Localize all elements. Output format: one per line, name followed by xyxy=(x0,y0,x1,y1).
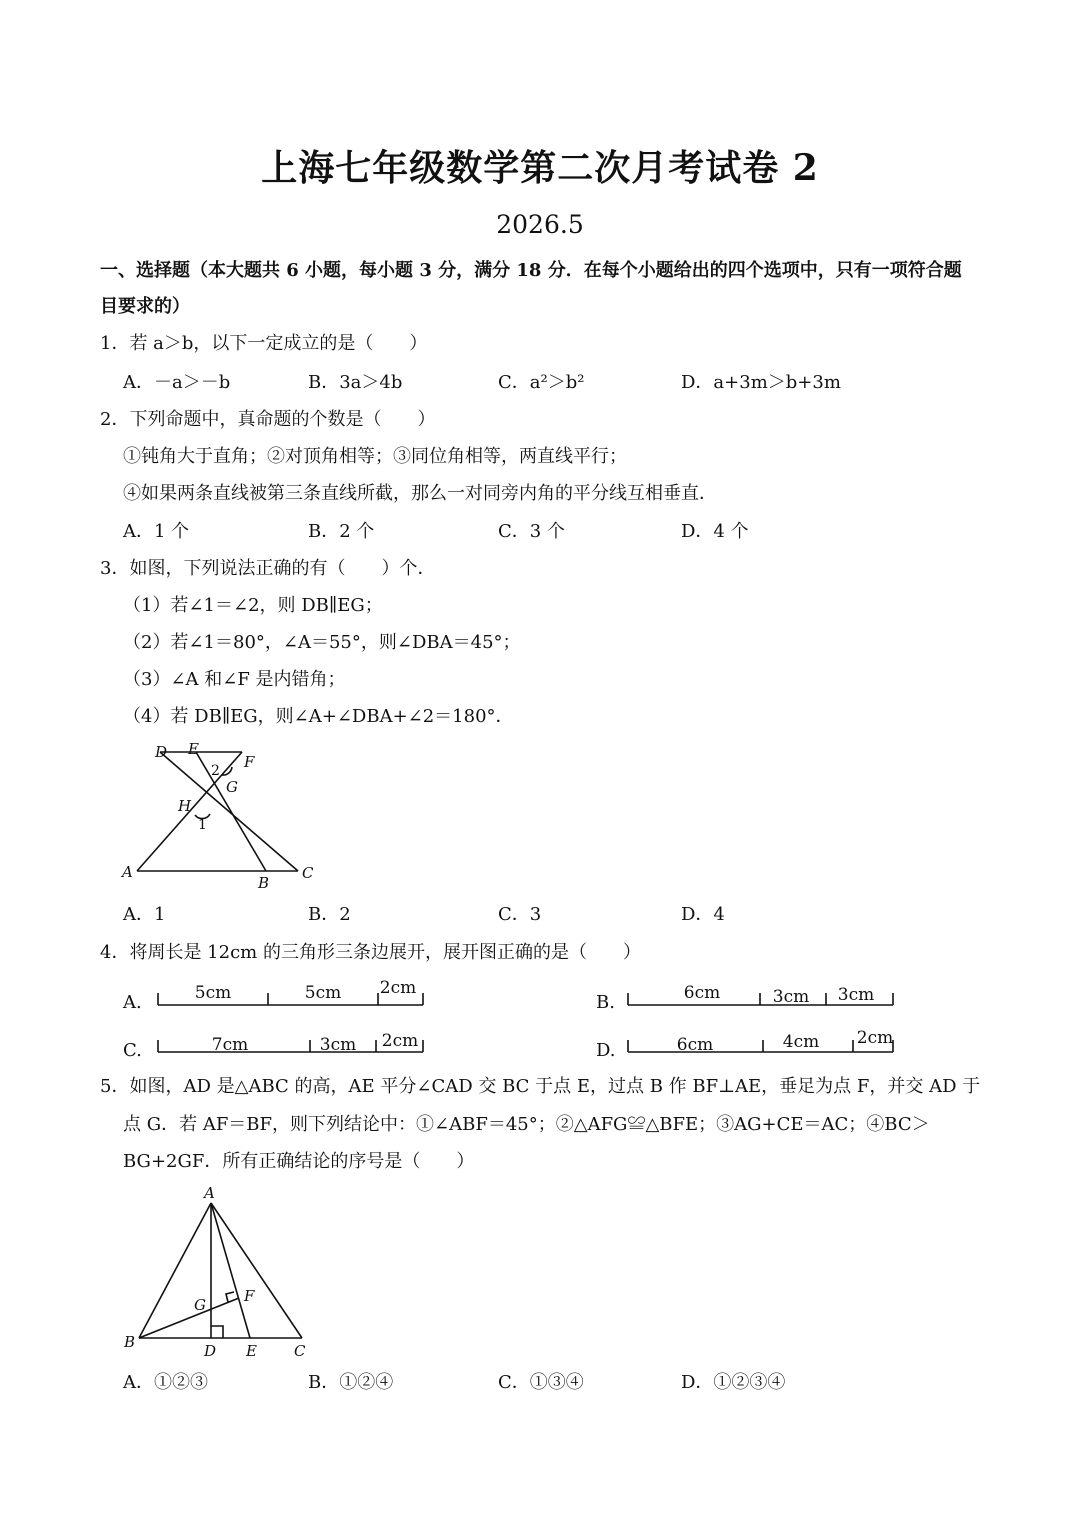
q4-a-seg-3: 2cm xyxy=(379,978,417,998)
q3-label-a: A xyxy=(122,863,133,881)
q4-b-seg-3: 3cm xyxy=(837,985,875,1005)
q5-figure xyxy=(110,1180,330,1360)
q3-item-1: （1）若∠1＝∠2，则 DB∥EG； xyxy=(123,595,383,616)
page-title: 上海七年级数学第二次月考试卷 2 xyxy=(261,147,819,189)
q1-option-c: C．a²＞b² xyxy=(498,372,585,393)
q4-option-a-letter: A. xyxy=(123,992,142,1013)
q3-option-c: C．3 xyxy=(498,904,542,925)
q2-line1: ①钝角大于直角；②对顶角相等；③同位角相等，两直线平行； xyxy=(123,446,627,467)
q5-right-angle-d xyxy=(211,1326,223,1338)
q5-line-ae xyxy=(211,1203,250,1338)
q2-line2: ④如果两条直线被第三条直线所截，那么一对同旁内角的平分线互相垂直． xyxy=(123,483,717,504)
q5-option-d: D．①②③④ xyxy=(681,1372,786,1393)
q2-option-b: B．2 个 xyxy=(308,521,375,542)
q1-stem: 1．若 a＞b，以下一定成立的是（ ） xyxy=(100,333,428,354)
q5-label-d: D xyxy=(204,1342,217,1360)
q5-label-g: G xyxy=(194,1296,206,1314)
q3-item-4: （4）若 DB∥EG，则∠A+∠DBA+∠2＝180°． xyxy=(123,706,514,727)
q5-option-a: A．①②③ xyxy=(123,1372,208,1393)
q3-label-2: 2 xyxy=(211,763,220,779)
q5-label-c: C xyxy=(294,1342,306,1360)
q3-option-d: D．4 xyxy=(681,904,725,925)
q1-option-a: A．－a＞－b xyxy=(123,372,231,393)
q4-b-seg-1: 6cm xyxy=(683,983,721,1003)
q5-line2: 点 G．若 AF＝BF，则下列结论中：①∠ABF＝45°；②△AFG≌△BFE；③AG+CE＝AC；④BC＞ xyxy=(123,1114,930,1135)
q3-figure xyxy=(110,735,330,895)
q5-label-f: F xyxy=(244,1287,255,1305)
q4-d-seg-2: 4cm xyxy=(782,1032,820,1052)
q5-label-e: E xyxy=(246,1342,257,1360)
q3-stem: 3．如图，下列说法正确的有（ ）个． xyxy=(100,558,436,579)
q3-label-b: B xyxy=(258,874,270,892)
q3-item-3: （3）∠A 和∠F 是内错角； xyxy=(123,669,346,690)
q1-option-d: D．a+3m＞b+3m xyxy=(681,372,841,393)
q1-option-b: B．3a＞4b xyxy=(308,372,403,393)
q5-label-b: B xyxy=(124,1333,136,1351)
section-heading-line1: 一、选择题（本大题共 6 小题，每小题 3 分，满分 18 分．在每个小题给出的四个选项中，只有一项符合题 xyxy=(100,260,962,281)
q5-option-c: C．①③④ xyxy=(498,1372,584,1393)
section-heading-line2: 目要求的） xyxy=(100,296,190,317)
q4-a-seg-2: 5cm xyxy=(304,983,342,1003)
q5-option-b: B．①②④ xyxy=(308,1372,394,1393)
q4-c-seg-2: 3cm xyxy=(319,1035,357,1055)
q3-option-b: B．2 xyxy=(308,904,351,925)
q4-stem: 4．将周长是 12cm 的三角形三条边展开，展开图正确的是（ ） xyxy=(100,942,641,963)
q3-label-e: E xyxy=(188,740,199,758)
q3-label-d: D xyxy=(155,743,168,761)
q5-line-ac xyxy=(211,1203,302,1338)
q3-label-h: H xyxy=(178,797,192,815)
q5-line-bf xyxy=(139,1298,239,1338)
q4-option-c-segment-diagram xyxy=(150,1022,435,1062)
exam-date: 2026.5 xyxy=(496,210,584,239)
q4-option-a-segment-diagram xyxy=(150,975,435,1015)
q4-option-d-letter: D. xyxy=(596,1040,616,1061)
q2-stem: 2．下列命题中，真命题的个数是（ ） xyxy=(100,409,436,430)
q5-line1: 5．如图，AD 是△ABC 的高，AE 平分∠CAD 交 BC 于点 E，过点 B 作 BF⊥AE，垂足为点 F，并交 AD 于 xyxy=(100,1076,981,1097)
q3-label-g: G xyxy=(226,778,238,796)
q3-option-a: A．1 xyxy=(123,904,166,925)
q3-label-f: F xyxy=(244,753,255,771)
q5-line3: BG+2GF．所有正确结论的序号是（ ） xyxy=(123,1151,475,1172)
q4-d-seg-3: 2cm xyxy=(856,1028,894,1048)
q3-label-1: 1 xyxy=(198,817,207,833)
q4-option-d-segment-diagram xyxy=(620,1022,905,1062)
q4-c-seg-1: 7cm xyxy=(211,1035,249,1055)
q2-option-c: C．3 个 xyxy=(498,521,565,542)
q4-option-b-letter: B. xyxy=(596,992,615,1013)
q2-option-d: D．4 个 xyxy=(681,521,749,542)
q3-label-c: C xyxy=(302,864,314,882)
q3-item-2: （2）若∠1＝80°，∠A＝55°，则∠DBA＝45°； xyxy=(123,632,521,653)
q4-d-seg-1: 6cm xyxy=(676,1035,714,1055)
q5-label-a: A xyxy=(204,1184,215,1202)
q5-line-ab xyxy=(139,1203,211,1338)
q4-c-seg-3: 2cm xyxy=(381,1031,419,1051)
q4-option-c-letter: C. xyxy=(123,1040,142,1061)
q4-a-seg-1: 5cm xyxy=(194,983,232,1003)
q4-b-seg-2: 3cm xyxy=(772,987,810,1007)
q4-option-b-segment-diagram xyxy=(620,975,905,1015)
q2-option-a: A．1 个 xyxy=(123,521,190,542)
